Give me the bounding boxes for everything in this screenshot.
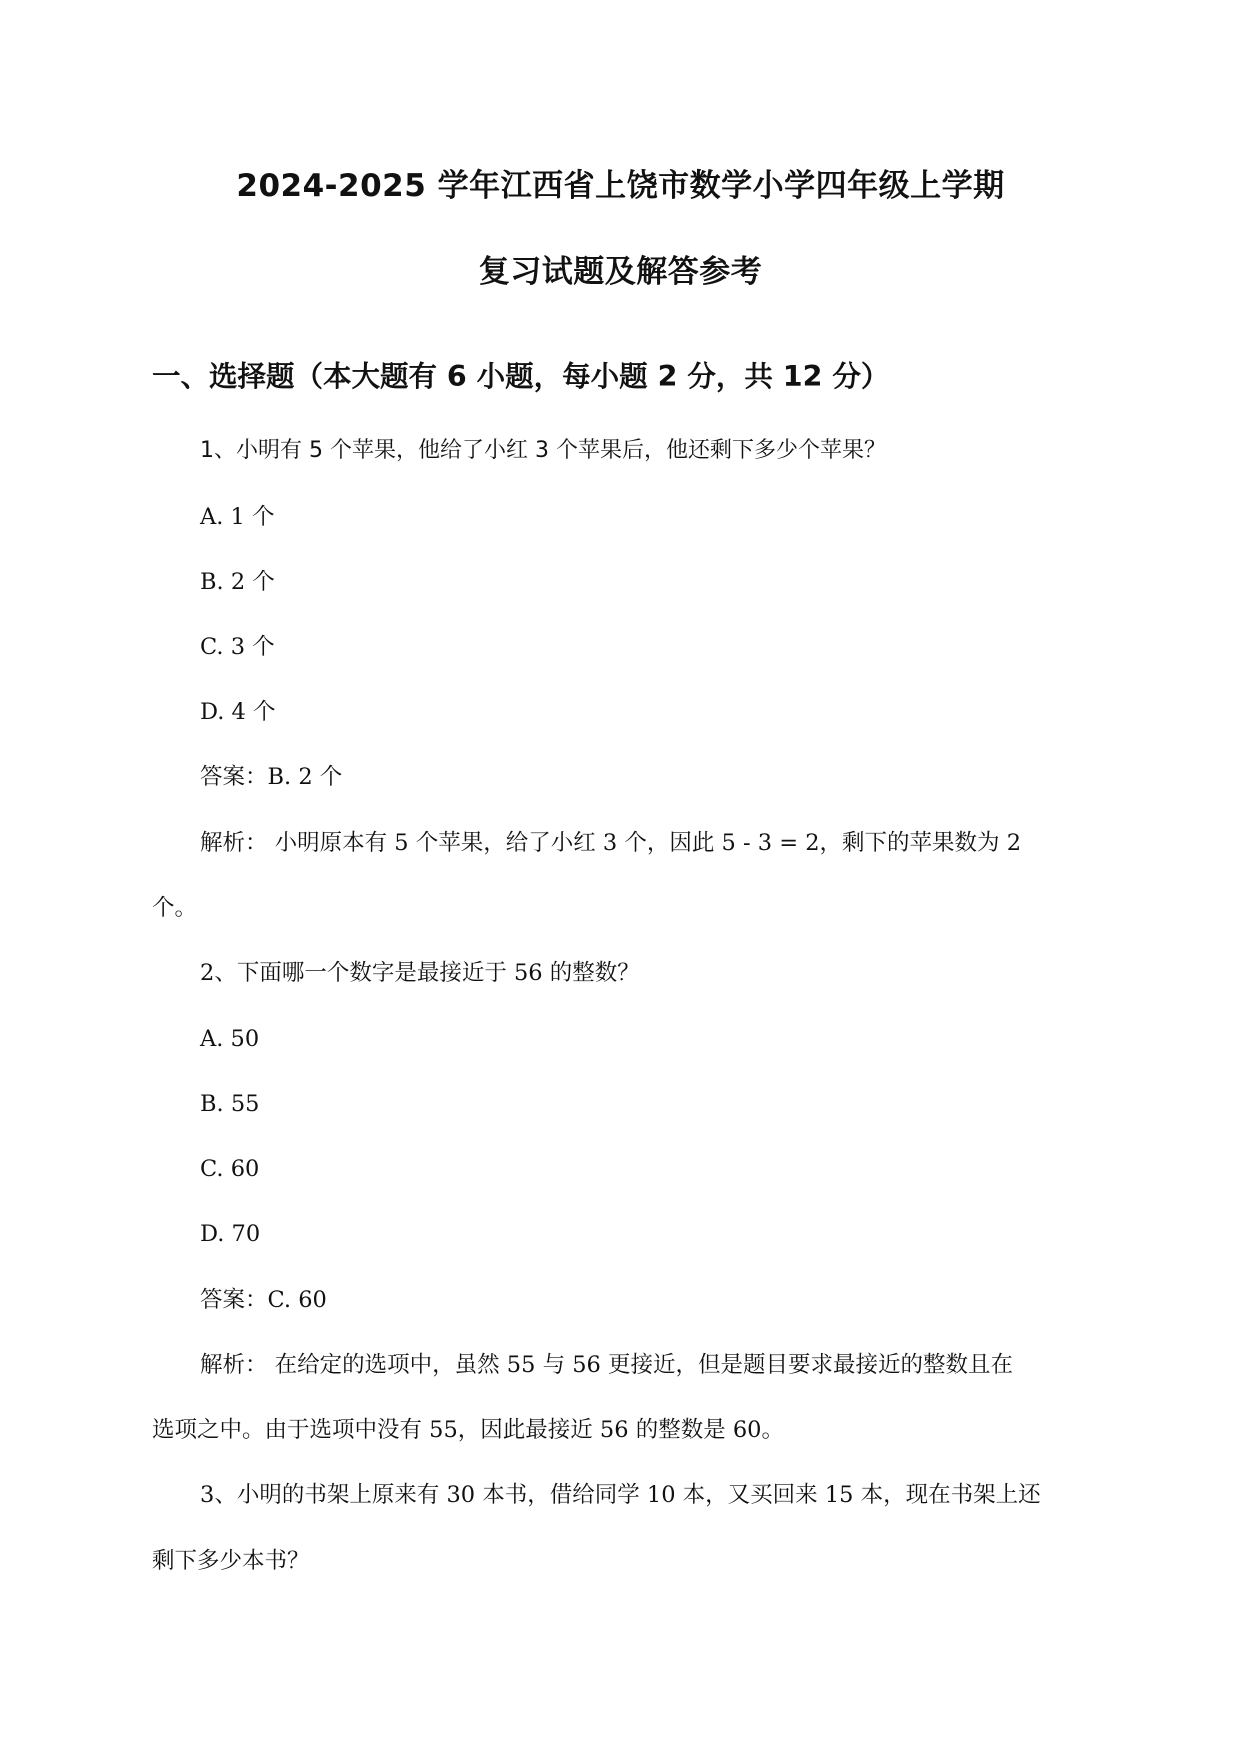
question-2-answer: 答案：C. 60 [200, 1287, 327, 1313]
question-2-analysis-line-2: 选项之中。由于选项中没有 55，因此最接近 56 的整数是 60。 [152, 1417, 785, 1443]
question-1-option-b: B. 2 个 [200, 569, 275, 595]
question-3-stem-line-2: 剩下多少本书？ [152, 1548, 310, 1574]
question-3-stem-line-1: 3、小明的书架上原来有 30 本书，借给同学 10 本，又买回来 15 本，现在书架上还 [200, 1482, 1041, 1508]
question-2-stem: 2、下面哪一个数字是最接近于 56 的整数？ [200, 960, 640, 986]
question-2-option-c: C. 60 [200, 1156, 260, 1182]
question-1-analysis-line-2: 个。 [152, 895, 198, 921]
question-1-answer: 答案：B. 2 个 [200, 764, 343, 790]
question-2-option-b: B. 55 [200, 1091, 260, 1117]
question-1-option-a: A. 1 个 [200, 504, 275, 530]
section-heading-multiple-choice: 一、选择题（本大题有 6 小题，每小题 2 分，共 12 分） [152, 360, 890, 393]
question-1-option-d: D. 4 个 [200, 699, 276, 725]
question-2-analysis-line-1: 解析： 在给定的选项中，虽然 55 与 56 更接近，但是题目要求最接近的整数且在 [200, 1352, 1014, 1378]
document-title-line-1: 2024-2025 学年江西省上饶市数学小学四年级上学期 [236, 168, 1005, 204]
question-2-option-d: D. 70 [200, 1221, 261, 1247]
question-1-stem: 1、小明有 5 个苹果，他给了小红 3 个苹果后，他还剩下多少个苹果？ [200, 438, 886, 463]
question-1-option-c: C. 3 个 [200, 634, 275, 660]
question-1-analysis-line-1: 解析： 小明原本有 5 个苹果，给了小红 3 个，因此 5 - 3 = 2，剩下的苹果数为 2 [200, 830, 1022, 856]
question-2-option-a: A. 50 [200, 1026, 260, 1052]
document-title-line-2: 复习试题及解答参考 [478, 254, 763, 290]
